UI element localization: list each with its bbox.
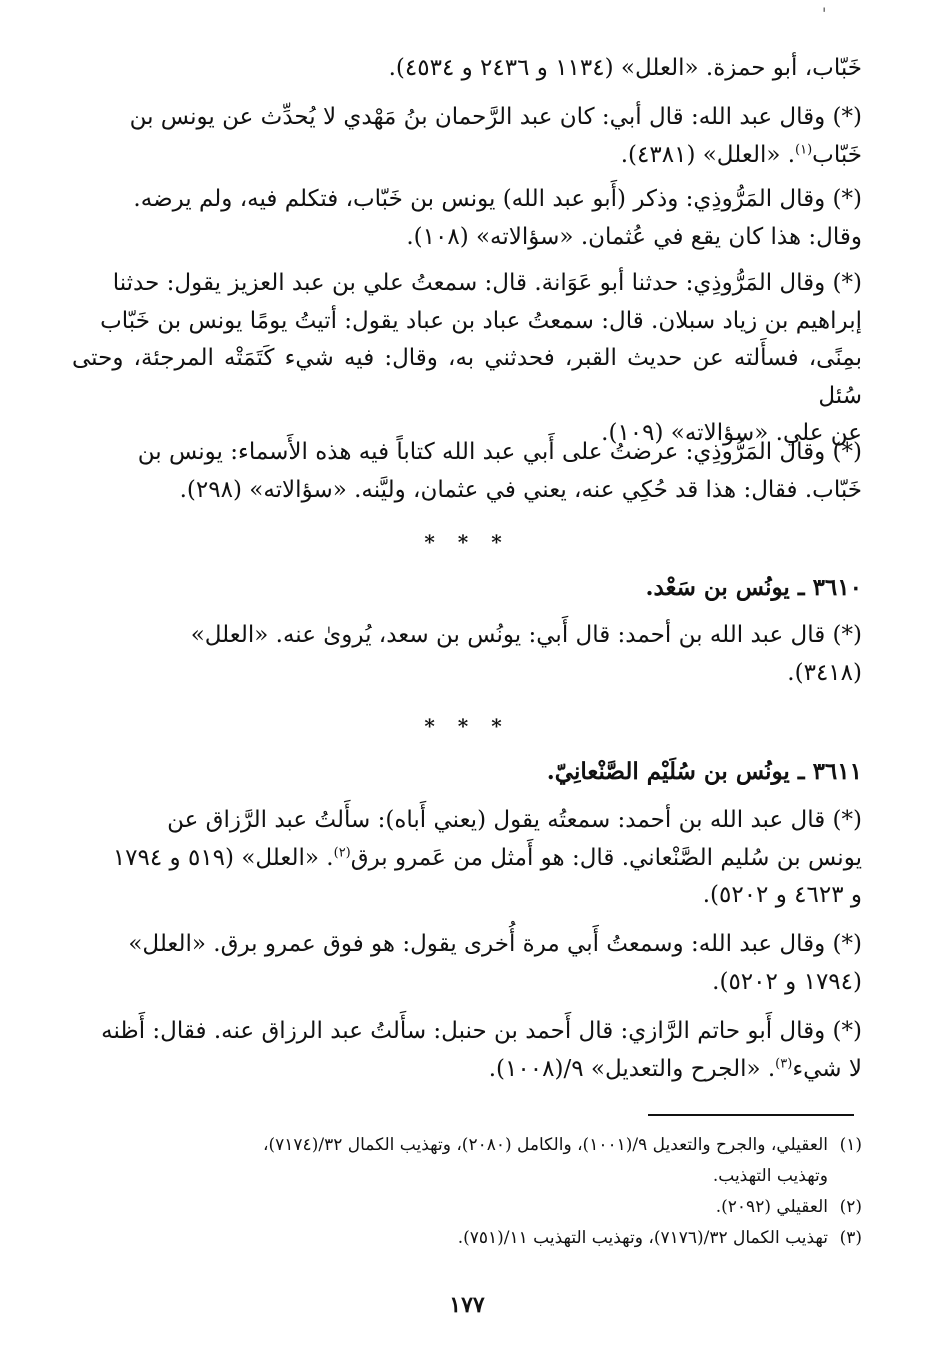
footnotes [72, 1130, 862, 1254]
text-line: وقال: هذا كان يقع في عُثمان. «سؤالاته» (١٠٨). [406, 223, 862, 250]
entry-3611-paragraph-2 [72, 926, 862, 1001]
text-line: (٣٤١٨). [787, 659, 862, 686]
text-line: (*) وقال المَرُّوذِي: وذكر (أَبو عبد الله) يونس بن خَبّاب، فتكلم فيه، ولم يرضه. [133, 186, 862, 212]
text-line [72, 840, 862, 878]
text-line: (*) قال عبد الله بن أحمد: قال أَبي: يونُس بن سعد، يُروىٰ عنه. «العلل» [190, 622, 862, 648]
footnote-number: (١) [839, 1135, 862, 1155]
paragraph-5 [72, 434, 862, 509]
footnote-divider [648, 1114, 854, 1116]
text-line: (*) وقال عبد الله: وسمعتُ أَبي مرة أُخرى يقول: هو فوق عمرو برق. «العلل» [128, 931, 862, 957]
footnote-text: العقيلي (٢٠٩٢). [715, 1197, 828, 1217]
text-line: (١٧٩٤ و ٥٢٠٢). [712, 968, 862, 995]
footnote-1-continuation: وتهذيب التهذيب. [712, 1166, 828, 1186]
text-fragment: خَبّاب [812, 141, 862, 168]
text-line: إبراهيم بن زياد سبلان. قال: سمعتُ عباد بن عباد يقول: أتيتُ يومًا يونس بن خَبّاب [100, 307, 862, 334]
footnote-1 [72, 1130, 862, 1161]
text-line: خَبّاب. فقال: هذا قد حُكِي عنه، يعني في عثمان، وليَّنه. «سؤالاته» (٢٩٨). [179, 476, 862, 503]
text-line: و ٤٦٢٣ و ٥٢٠٢). [702, 882, 862, 908]
text-fragment: . «الجرح والتعديل» ٩/(١٠٠٨). [488, 1055, 776, 1082]
section-separator: * * * [424, 714, 510, 738]
footnote-ref: (٢) [333, 844, 351, 860]
page-number: ١٧٧ [449, 1292, 485, 1318]
text-line: (*) قال عبد الله بن أحمد: سمعتُه يقول (يعني أَباه): سأَلتُ عبد الرَّزاق عن [167, 807, 862, 833]
section-separator: * * * [424, 530, 510, 554]
text-fragment: يونس بن سُليم الصَّنْعاني. قال: هو أَمثل من عَمرو برق [350, 844, 862, 871]
corner-mark: ' [822, 4, 827, 23]
paragraph-4 [72, 265, 862, 453]
text-fragment: . «العلل» (٥١٩ و ١٧٩٤ [112, 844, 334, 871]
footnote-text: العقيلي، والجرح والتعديل ٩/(١٠٠١)، والكامل (٢٠٨٠)، وتهذيب الكمال ٣٢/(٧١٧٤)، [263, 1135, 828, 1155]
footnote-text: تهذيب الكمال ٣٢/(٧١٧٦)، وتهذيب التهذيب ١١/(٧٥١). [457, 1228, 828, 1248]
text-line: خَبّاب، أبو حمزة. «العلل» (١١٣٤ و ٢٤٣٦ و ٤٥٣٤). [388, 55, 862, 81]
footnote-number: (٢) [839, 1197, 862, 1217]
text-fragment: . «العلل» (٤٣٨١). [620, 141, 796, 168]
entry-title-3611: ٣٦١١ ـ يونُس بن سُلَيْم الصَّنْعانِيّ. [546, 758, 862, 785]
text-line: (*) وقال أَبو حاتم الرَّازي: قال أَحمد بن حنبل: سأَلتُ عبد الرزاق عنه. فقال: أَظنه [101, 1018, 862, 1044]
text-line [72, 1051, 862, 1089]
footnote-3 [72, 1223, 862, 1254]
footnote-number: (٣) [839, 1228, 862, 1248]
text-line [72, 137, 862, 175]
text-line: عن علي. «سؤالاته» (١٠٩). [601, 420, 862, 446]
paragraph-3 [72, 181, 862, 256]
entry-3611-paragraph-3 [72, 1013, 862, 1088]
footnote-2 [72, 1192, 862, 1223]
paragraph-2 [72, 99, 862, 174]
text-line: (*) وقال المَرُّوذِي: عرضتُ على أَبي عبد الله كتاباً فيه هذه الأَسماء: يونس بن [137, 439, 862, 465]
footnote-ref: (٣) [775, 1055, 793, 1071]
text-line: (*) وقال عبد الله: قال أبي: كان عبد الرَّحمان بنُ مَهْدي لا يُحدِّث عن يونس بن [129, 104, 862, 130]
paragraph-1 [72, 50, 862, 88]
entry-3611-paragraph-1 [72, 802, 862, 915]
text-fragment: لا شيء [792, 1055, 862, 1082]
text-line: بمِنًى، فسأَلته عن حديث القبر، فحدثني به، وقال: فيه شيء كَتَمَتْه المرجئة، وحتى سُئل [72, 345, 862, 409]
entry-title-3610: ٣٦١٠ ـ يونُس بن سَعْد. [645, 574, 862, 601]
text-line: (*) وقال المَرُّوذِي: حدثنا أبو عَوَانة. قال: سمعتُ علي بن عبد العزيز يقول: حدثنا [112, 270, 862, 296]
footnote-ref: (١) [795, 141, 813, 157]
entry-3610-text [72, 617, 862, 692]
